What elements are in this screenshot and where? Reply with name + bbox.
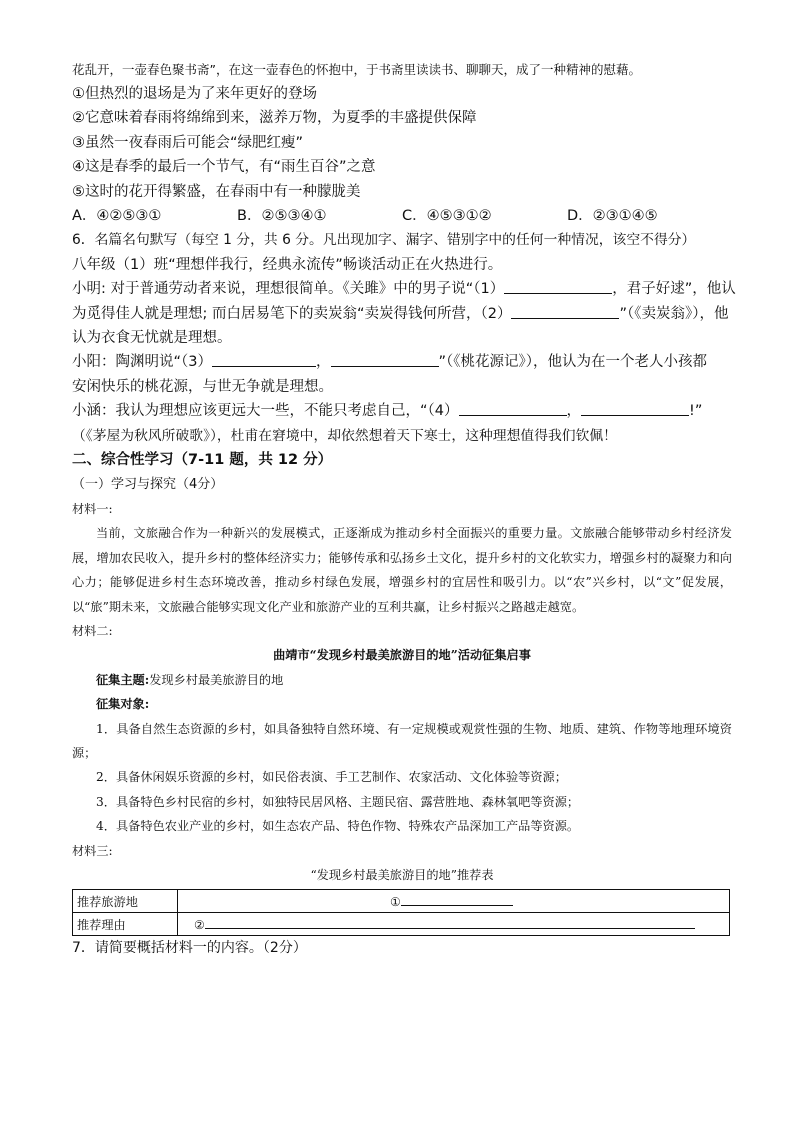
sentence-1: ①但热烈的退场是为了来年更好的登场 [72,86,317,102]
xiaohan-text-c: !” [689,403,703,420]
sentence-list [72,82,732,204]
xiaoyang-comma: ， [316,354,331,371]
xiaoming-line-3: 认为衣食无忧就是理想。 [72,330,232,347]
xiaoming-text-b: ，君子好逑”，他认 [612,281,736,298]
sentence-2: ②它意味着春雨将绵绵到来，滋养万物，为夏季的丰盛提供保障 [72,110,477,127]
blank-3a[interactable] [212,351,316,367]
q6-intro: 八年级（1）班“理想伴我行，经典永流传”畅谈活动正在火热进行。 [72,256,503,273]
blank-1[interactable] [504,278,612,294]
option-c[interactable]: C．④⑤③①② [402,208,492,225]
q6-title: 6．名篇名句默写（每空 1 分，共 6 分。凡出现加字、漏字、错别字中的任何一种情况，该空不得分） [72,232,696,249]
xiaoming-text-c: 为觅得佳人就是理想; 而白居易笔下的卖炭翁“卖炭得钱何所营，（2） [72,305,512,322]
answer-blank[interactable] [401,893,513,906]
xiaohan-text-a: 小涵：我认为理想应该更远大一些，不能只考虑自己，“（4） [72,403,459,420]
xiaoyang-text-c: ”（《桃花源记》），他认为在一个老人小孩都 [438,354,708,371]
target-item-1: 1．具备自然生态资源的乡村，如具备独特自然环境、有一定规模或观赏性强的生物、地质、建筑、作物等地理环境资源； [72,721,732,760]
answer-blank[interactable] [205,916,695,929]
table-row [73,913,730,936]
xiaoming-text-d: ”（《卖炭翁》），他 [619,305,729,322]
option-a[interactable]: A．④②⑤③① [72,208,162,225]
option-b[interactable]: B．②⑤③④① [237,208,327,225]
option-d[interactable]: D．②③①④⑤ [567,208,658,225]
top-line: 花乱开，一壶春色聚书斋”，在这一壶春色的怀抱中，于书斋里读读书、聊聊天，成了一种精神的慰藉。 [72,62,641,77]
material-3-label: 材料三: [72,843,113,858]
theme-value: 发现乡村最美旅游目的地 [149,672,284,687]
theme-label: 征集主题: [96,672,150,687]
blank-4b[interactable] [581,400,689,416]
row-mark: ① [390,895,401,910]
target-item-3: 3．具备特色乡村民宿的乡村，如独特民居风格、主题民宿、露营胜地、森林氧吧等资源； [96,794,580,809]
row-answer-cell[interactable] [178,890,730,913]
row-mark: ② [194,918,205,933]
row-answer-cell[interactable] [178,913,730,936]
row-label: 推荐旅游地 [73,890,178,913]
blank-3b[interactable] [331,351,439,367]
sentence-3: ③虽然一夜春雨后可能会“绿肥红瘦” [72,134,304,151]
target-label: 征集对象: [96,697,150,712]
xiaohan-line-2: （《茅屋为秋风所破歌》），杜甫在窘境中，却依然想着天下寒士，这种理想值得我们钦佩！ [72,427,617,444]
xiaohan-line-1 [72,399,732,423]
sentence-5: ⑤这时的花开得繁盛，在春雨中有一种朦胧美 [72,183,361,200]
blank-4a[interactable] [459,400,567,416]
recommendation-table [72,889,730,936]
row-label: 推荐理由 [73,913,178,936]
material-2-label: 材料二: [72,623,113,638]
blank-2[interactable] [511,303,619,319]
xiaohan-comma: ， [566,403,581,420]
xiaoming-text-a: 小明: 对于普通劳动者来说，理想很简单。《关雎》中的男子说“（1） [72,281,505,298]
answer-options [72,204,732,228]
table-row [73,890,730,913]
xiaoyang-text-a: 小阳：陶渊明说“（3） [72,354,212,371]
xiaoming-line-2 [72,302,732,326]
xiaoming-line-1 [72,277,736,301]
xiaoyang-line-2: 安闲快乐的桃花源，与世无争就是理想。 [72,378,333,395]
subsection-1-title: （一）学习与探究（4分） [72,476,224,492]
target-item-4: 4．具备特色农业产业的乡村，如生态农产品、特色作物、特殊农产品深加工产品等资源。 [96,819,580,834]
exam-page [72,58,736,961]
table-title: “发现乡村最美旅游目的地”推荐表 [310,868,494,882]
section-2-title: 二、综合性学习（7-11 题，共 12 分） [72,452,333,469]
sentence-4: ④这是春季的最后一个节气，有“雨生百谷”之意 [72,159,376,176]
xiaoyang-line-1 [72,350,732,374]
material-1-label: 材料一: [72,501,113,516]
material-1-text: 当前，文旅融合作为一种新兴的发展模式，正逐渐成为推动乡村全面振兴的重要力量。文旅融合能够带动乡村经济发展，增加农民收入，提升乡村的整体经济实力；能够传承和弘扬乡土文化，提升乡村的文化软实力，增强乡村的凝聚力和向心力；能够促进乡村生态环境改善，推动乡村绿色发展，增强乡村的宜居性和吸引力。以“农”兴乡村，以“文”促发展，以“旅”期未来，文旅融合能够实现文化产业和旅游产业的互利共赢，让乡村振兴之路越走越宽。 [72,526,732,614]
question-7: 7．请简要概括材料一的内容。（2分） [72,940,307,957]
target-item-2: 2．具备休闲娱乐资源的乡村，如民俗表演、手工艺制作、农家活动、文化体验等资源； [96,770,567,785]
notice-title: 曲靖市“发现乡村最美旅游目的地”活动征集启事 [273,648,531,663]
notice-theme [72,668,732,692]
